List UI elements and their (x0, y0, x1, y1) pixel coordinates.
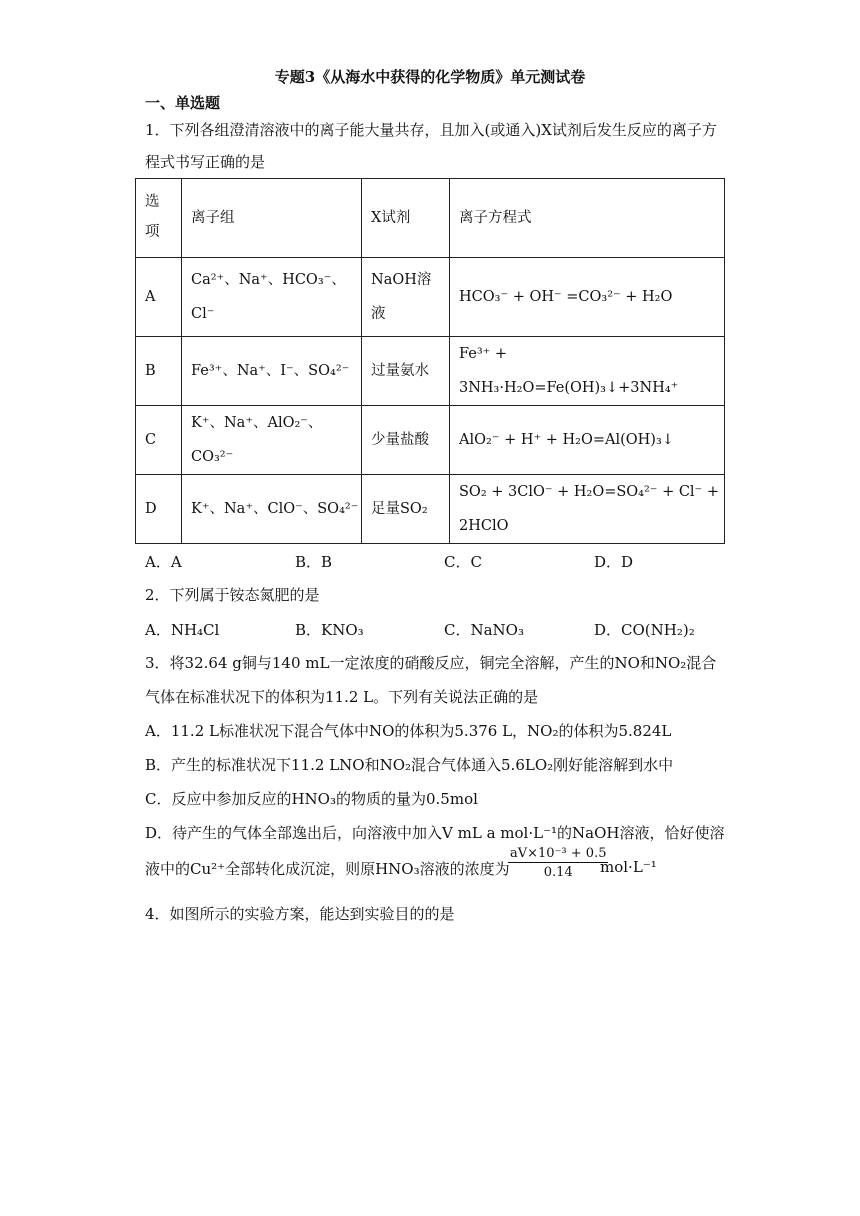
row-ions: K⁺、Na⁺、ClO⁻、SO₄²⁻ (182, 475, 362, 544)
q1-option-b[interactable]: B．B (295, 553, 333, 571)
q1-option-c[interactable]: C．C (444, 553, 482, 571)
q3-stem-line2: 气体在标准状况下的体积为11.2 L。下列有关说法正确的是 (145, 688, 539, 706)
q2-option-d[interactable]: D．CO(NH₂)₂ (594, 621, 695, 639)
page-title: 专题3《从海水中获得的化学物质》单元测试卷 (274, 68, 586, 86)
row-reagent: 过量氨水 (362, 337, 450, 406)
row-equation: Fe³⁺ + 3NH₃·H₂O=Fe(OH)₃↓+3NH₄⁺ (450, 337, 725, 406)
q1-stem-line1: 1．下列各组澄清溶液中的离子能大量共存，且加入(或通入)X试剂后发生反应的离子方 (145, 121, 717, 139)
row-reagent: 少量盐酸 (362, 406, 450, 475)
q2-option-c[interactable]: C．NaNO₃ (444, 621, 524, 639)
concentration-fraction (508, 846, 608, 880)
table-header-row (136, 179, 725, 258)
q2-option-b[interactable]: B．KNO₃ (295, 621, 364, 639)
q1-table (135, 178, 725, 544)
q1-option-d[interactable]: D．D (594, 553, 634, 571)
table-row (136, 475, 725, 544)
q3-option-b[interactable]: B．产生的标准状况下11.2 LNO和NO₂混合气体通入5.6LO₂刚好能溶解到水中 (145, 756, 674, 774)
row-equation: SO₂ + 3ClO⁻ + H₂O=SO₄²⁻ + Cl⁻ + 2HClO (450, 475, 725, 544)
header-equation: 离子方程式 (450, 179, 725, 258)
q2-option-a[interactable]: A．NH₄Cl (145, 621, 220, 639)
q3-option-d-line1[interactable]: D．待产生的气体全部逸出后，向溶液中加入V mL a mol·L⁻¹的NaOH溶液，恰好使溶 (145, 824, 725, 842)
q1-stem-line2: 程式书写正确的是 (145, 153, 266, 171)
fraction-denominator: 0.14 (543, 865, 573, 880)
table-row (136, 258, 725, 337)
row-ions: Fe³⁺、Na⁺、I⁻、SO₄²⁻ (182, 337, 362, 406)
fraction-numerator: aV×10⁻³ + 0.5 (510, 846, 607, 861)
q3-option-a[interactable]: A．11.2 L标准状况下混合气体中NO的体积为5.376 L，NO₂的体积为5.824L (145, 722, 672, 740)
row-equation: AlO₂⁻ + H⁺ + H₂O=Al(OH)₃↓ (450, 406, 725, 475)
q1-option-a[interactable]: A．A (145, 553, 182, 571)
table-row (136, 406, 725, 475)
row-option: B (136, 337, 182, 406)
row-option: D (136, 475, 182, 544)
row-reagent: 足量SO₂ (362, 475, 450, 544)
q3-option-c[interactable]: C．反应中参加反应的HNO₃的物质的量为0.5mol (145, 790, 478, 808)
row-reagent: NaOH溶液 (362, 258, 450, 337)
header-reagent: X试剂 (362, 179, 450, 258)
row-option: A (136, 258, 182, 337)
header-option: 选项 (136, 179, 182, 258)
row-ions: Ca²⁺、Na⁺、HCO₃⁻、Cl⁻ (182, 258, 362, 337)
q3-stem-line1: 3．将32.64 g铜与140 mL一定浓度的硝酸反应，铜完全溶解，产生的NO和NO₂混合 (145, 654, 717, 672)
concentration-unit: mol·L⁻¹ (600, 858, 657, 876)
table-row (136, 337, 725, 406)
section-heading: 一、单选题 (145, 94, 221, 112)
row-option: C (136, 406, 182, 475)
row-equation: HCO₃⁻ + OH⁻ =CO₃²⁻ + H₂O (450, 258, 725, 337)
q2-stem: 2．下列属于铵态氮肥的是 (145, 586, 320, 604)
q3-option-d-line2[interactable]: 液中的Cu²⁺全部转化成沉淀，则原HNO₃溶液的浓度为 (145, 860, 510, 878)
row-ions: K⁺、Na⁺、AlO₂⁻、CO₃²⁻ (182, 406, 362, 475)
header-ions: 离子组 (182, 179, 362, 258)
q4-stem: 4．如图所示的实验方案，能达到实验目的的是 (145, 905, 455, 923)
